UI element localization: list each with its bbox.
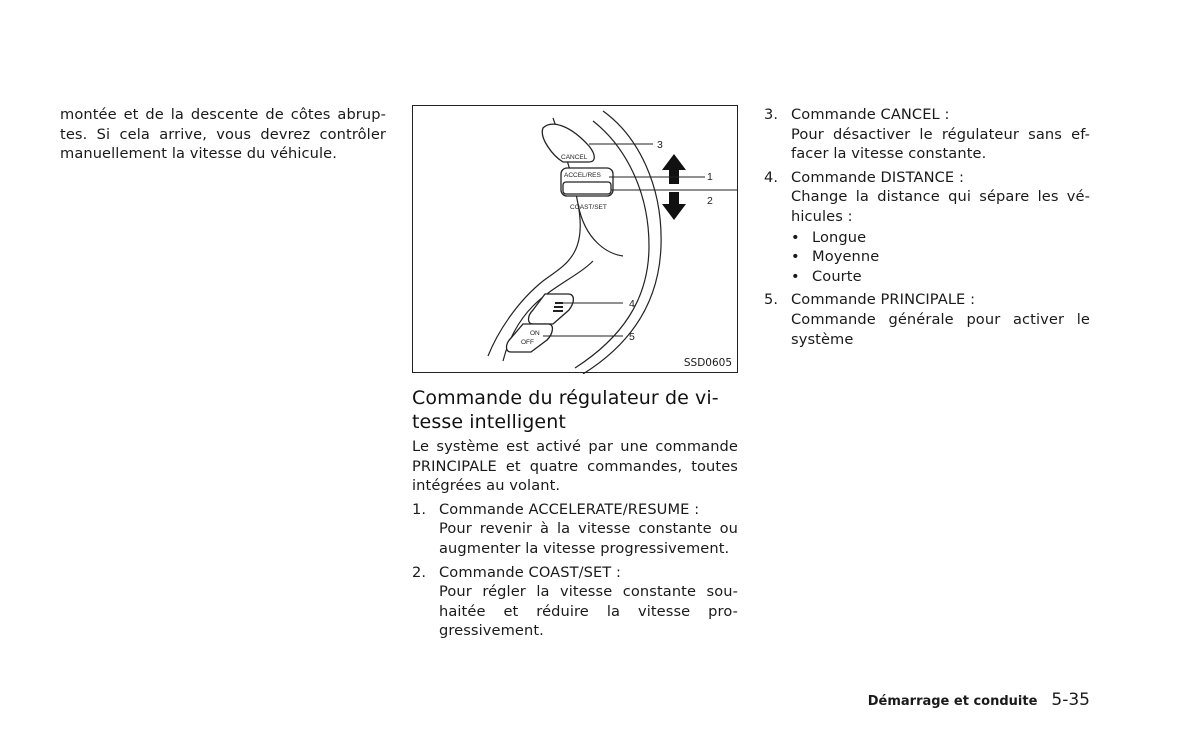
up-arrow-icon bbox=[662, 154, 686, 184]
item-number: 3. bbox=[764, 106, 779, 123]
callout-5: 5 bbox=[629, 331, 635, 343]
item-label: Commande PRINCIPALE : bbox=[791, 291, 976, 309]
right-column bbox=[764, 105, 1090, 349]
down-arrow-icon bbox=[662, 192, 686, 220]
list-item bbox=[412, 500, 738, 520]
item-number: 4. bbox=[764, 168, 779, 186]
list-item bbox=[764, 290, 1090, 310]
steering-wheel-switch-figure bbox=[412, 105, 738, 373]
bullet-icon: • bbox=[791, 248, 800, 266]
callout-4: 4 bbox=[629, 298, 635, 310]
callout-2: 2 bbox=[707, 195, 713, 207]
item-number: 1. bbox=[412, 500, 427, 518]
continued-paragraph: montée et de la descente de côtes abrup-tes. Si cela arrive, vous devrez contrôler manuellement la vitesse du véhicule. bbox=[60, 106, 386, 163]
accel-res-button-label: ACCEL/RES bbox=[564, 172, 601, 179]
distance-options-list bbox=[791, 228, 1090, 287]
bullet-icon: • bbox=[791, 228, 800, 246]
figure-code: SSD0605 bbox=[683, 357, 732, 369]
cancel-button-label: CANCEL bbox=[561, 154, 588, 161]
list-item bbox=[412, 563, 738, 583]
coast-set-button-shape bbox=[563, 182, 611, 194]
on-button-label: ON bbox=[530, 330, 540, 337]
item-description: Pour revenir à la vitesse constante ou augmenter la vitesse progressivement. bbox=[439, 520, 738, 557]
off-button-label: OFF bbox=[521, 339, 534, 346]
left-column bbox=[60, 105, 386, 164]
bullet-text: Moyenne bbox=[812, 248, 880, 266]
steering-wheel-illustration bbox=[413, 106, 739, 374]
item-label: Commande ACCELERATE/RESUME : bbox=[439, 500, 700, 518]
footer-section-title: Démarrage et conduite bbox=[867, 694, 1038, 709]
item-description: Change la distance qui sépare les vé-hicules : bbox=[791, 188, 1090, 225]
bullet-icon: • bbox=[791, 267, 800, 285]
item-description: Pour désactiver le régulateur sans ef-facer la vitesse constante. bbox=[791, 125, 1090, 163]
bullet-text: Courte bbox=[812, 267, 862, 285]
callout-1: 1 bbox=[707, 171, 713, 183]
coast-set-button-label: COAST/SET bbox=[570, 204, 607, 211]
middle-column bbox=[412, 386, 738, 641]
item-description: Pour régler la vitesse constante sou-haitée et réduire la vitesse pro-gressivement. bbox=[439, 583, 738, 640]
item-description: Commande générale pour activer le système bbox=[791, 310, 1090, 348]
item-label: Commande DISTANCE : bbox=[791, 168, 964, 186]
distance-button-shape bbox=[529, 294, 574, 324]
main-button-shape bbox=[507, 324, 553, 352]
item-number: 2. bbox=[412, 563, 427, 581]
section-intro: Le système est activé par une commande PRINCIPALE et quatre commandes, toutes intégrées au volant. bbox=[412, 438, 738, 495]
item-label: Commande COAST/SET : bbox=[439, 563, 622, 581]
bullet-text: Longue bbox=[812, 228, 867, 246]
section-heading: Commande du régulateur de vi-tesse intelligent bbox=[412, 387, 719, 433]
bullet-item bbox=[791, 247, 1090, 267]
bullet-item bbox=[791, 267, 1090, 287]
page-number: 5-35 bbox=[1051, 690, 1090, 710]
list-item bbox=[764, 105, 1090, 125]
item-label: Commande CANCEL : bbox=[791, 106, 950, 123]
bullet-item bbox=[791, 228, 1090, 248]
list-item bbox=[764, 168, 1090, 188]
item-number: 5. bbox=[764, 291, 779, 309]
callout-3: 3 bbox=[657, 139, 663, 151]
page-footer bbox=[868, 690, 1090, 710]
